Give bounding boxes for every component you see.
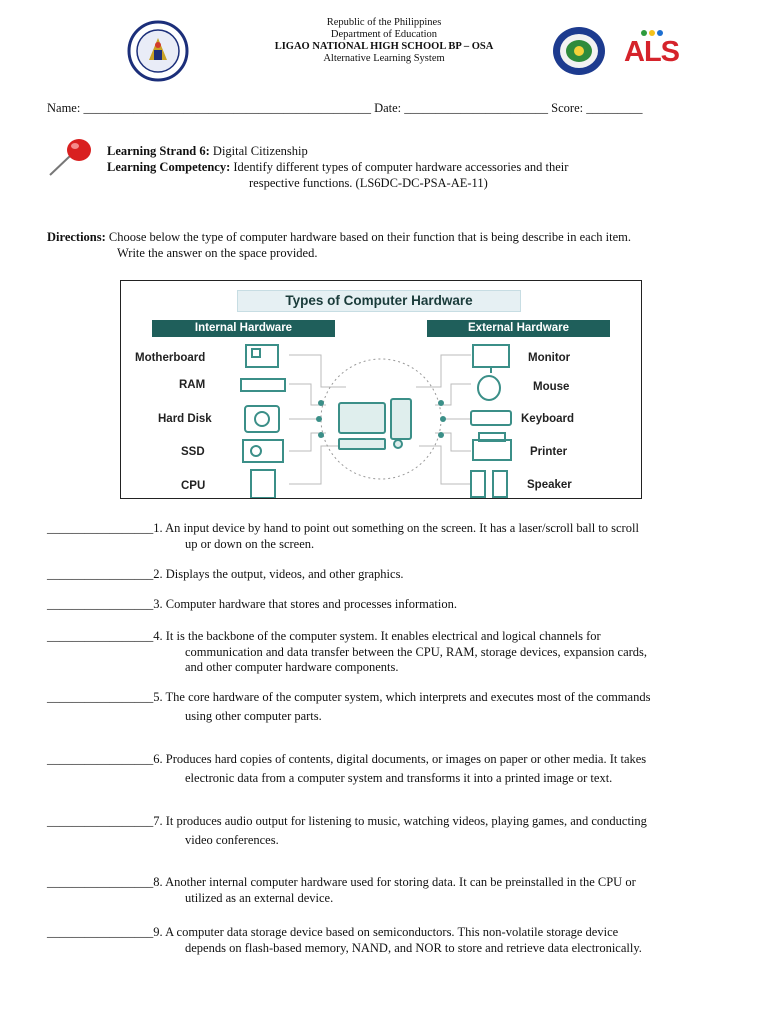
question-6 <box>47 752 719 786</box>
question-number: 3. <box>153 597 166 611</box>
score-label: Score: <box>551 101 584 115</box>
label-monitor: Monitor <box>528 352 571 364</box>
question-text: A computer data storage device based on semiconductors. This non-volatile storage device <box>165 925 619 939</box>
question-text-cont: electronic data from a computer system and transforms it into a printed image or text. <box>185 770 613 785</box>
strand-label: Learning Strand 6: <box>107 144 210 158</box>
name-blank[interactable]: ______________________________________________ <box>83 101 371 115</box>
question-number: 5. <box>153 690 166 704</box>
question-8 <box>47 875 719 906</box>
question-number: 6. <box>153 752 166 766</box>
score-blank[interactable]: _________ <box>586 101 643 115</box>
question-text: Another internal computer hardware used for storing data. It can be preinstalled in the CPU or <box>165 875 636 889</box>
label-ram: RAM <box>179 379 206 391</box>
competency-label: Learning Competency: <box>107 160 231 174</box>
label-keyboard: Keyboard <box>521 413 575 425</box>
directions-label: Directions: <box>47 230 106 244</box>
answer-blank[interactable]: _________________ <box>47 597 154 611</box>
date-blank[interactable]: _______________________ <box>404 101 549 115</box>
internal-hardware-title: Internal Hardware <box>194 322 293 334</box>
question-text-cont: utilized as an external device. <box>185 890 334 905</box>
answer-blank[interactable]: _________________ <box>47 521 154 535</box>
strand-value: Digital Citizenship <box>209 144 308 158</box>
header-republic: Republic of the Philippines <box>326 17 442 28</box>
label-hard-disk: Hard Disk <box>158 413 212 425</box>
question-text-cont: depends on flash-based memory, NAND, and NOR to store and retrieve data electronically. <box>185 940 642 955</box>
header-program: Alternative Learning System <box>323 53 445 64</box>
als-logo-text: ALS <box>624 36 679 68</box>
label-motherboard: Motherboard <box>135 352 206 364</box>
question-number: 8. <box>153 875 166 889</box>
name-label: Name: <box>47 101 81 115</box>
question-text: An input device by hand to point out something on the screen. It has a laser/scroll ball to scroll <box>165 521 639 535</box>
question-text: The core hardware of the computer system, which interprets and executes most of the commands <box>165 690 651 704</box>
question-text-cont: up or down on the screen. <box>185 536 315 551</box>
question-4 <box>47 629 719 676</box>
answer-blank[interactable]: _________________ <box>47 629 154 643</box>
question-number: 7. <box>153 814 166 828</box>
answer-blank[interactable]: _________________ <box>47 690 154 704</box>
directions-block <box>47 229 747 261</box>
question-2 <box>47 567 719 583</box>
answer-blank[interactable]: _________________ <box>47 752 154 766</box>
label-ssd: SSD <box>181 446 205 458</box>
header-block <box>0 17 768 65</box>
date-label: Date: <box>374 101 402 115</box>
external-hardware-header <box>427 320 610 337</box>
label-printer: Printer <box>530 446 568 458</box>
question-number: 9. <box>153 925 166 939</box>
header-department: Department of Education <box>330 29 438 40</box>
question-text-cont: using other computer parts. <box>185 708 322 723</box>
question-number: 4. <box>153 629 166 643</box>
answer-blank[interactable]: _________________ <box>47 567 154 581</box>
question-text-cont: video conferences. <box>185 832 279 847</box>
internal-hardware-header <box>152 320 335 337</box>
diagram-title <box>237 290 521 312</box>
competency-text-cont: respective functions. (LS6DC-DC-PSA-AE-11) <box>249 176 488 190</box>
question-text: It produces audio output for listening to music, watching videos, playing games, and conducting <box>165 814 647 828</box>
question-text: Displays the output, videos, and other graphics. <box>165 567 404 581</box>
label-speaker: Speaker <box>527 479 572 491</box>
competency-text: Identify different types of computer hardware accessories and their <box>230 160 569 174</box>
question-number: 2. <box>153 567 166 581</box>
student-fields <box>47 101 642 116</box>
hardware-diagram <box>120 280 642 499</box>
answer-blank[interactable]: _________________ <box>47 814 154 828</box>
question-text-cont: communication and data transfer between the CPU, RAM, storage devices, expansion cards, <box>185 644 648 659</box>
question-text-cont: and other computer hardware components. <box>185 660 399 674</box>
question-text: Computer hardware that stores and processes information. <box>165 597 457 611</box>
header-school: LIGAO NATIONAL HIGH SCHOOL BP – OSA <box>274 41 494 52</box>
question-3 <box>47 597 719 613</box>
diagram-title-text: Types of Computer Hardware <box>285 293 473 308</box>
answer-blank[interactable]: _________________ <box>47 875 154 889</box>
answer-blank[interactable]: _________________ <box>47 925 154 939</box>
label-cpu: CPU <box>181 480 206 492</box>
question-text: Produces hard copies of contents, digital documents, or images on paper or other media. It takes <box>165 752 647 766</box>
directions-text-cont: Write the answer on the space provided. <box>117 246 318 260</box>
directions-text: Choose below the type of computer hardware based on their function that is being describe in each item. <box>105 230 631 244</box>
pushpin-icon <box>46 136 96 183</box>
question-7 <box>47 814 719 848</box>
question-1 <box>47 521 719 552</box>
external-hardware-title: External Hardware <box>468 322 569 334</box>
question-number: 1. <box>153 521 166 535</box>
strand-block <box>107 143 568 191</box>
question-text: It is the backbone of the computer system. It enables electrical and logical channels for <box>165 629 601 643</box>
question-9 <box>47 925 719 956</box>
question-5 <box>47 690 719 724</box>
label-mouse: Mouse <box>533 381 570 393</box>
